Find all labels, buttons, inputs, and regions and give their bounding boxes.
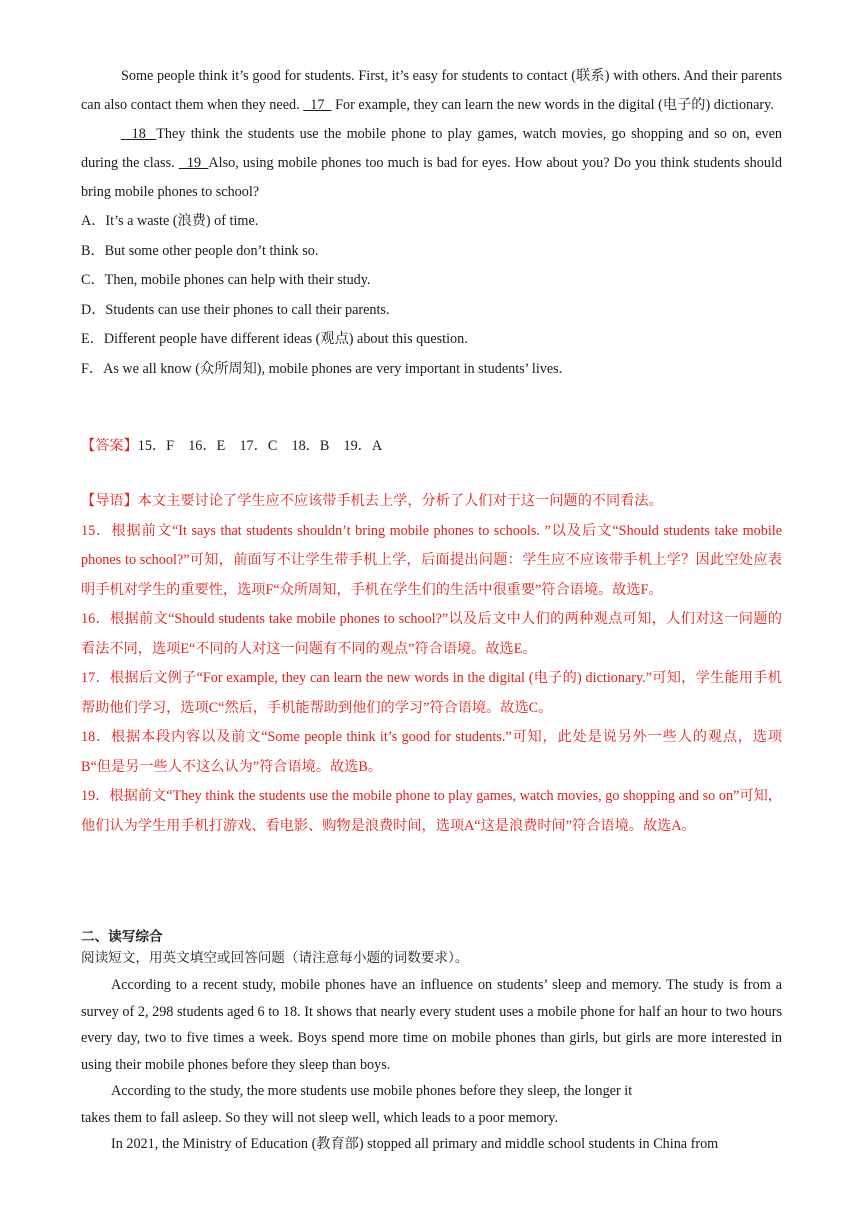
explanation-item-18: 18．根据本段内容以及前文“Some people think it’s good for students.”可知，此处是说另外一些人的观点，选项B“但是另一些人不这么认为”符合语境。故选B。 <box>81 729 782 775</box>
passage <box>81 62 782 384</box>
passage-paragraph-2 <box>81 120 782 207</box>
option-e: E．Different people have different ideas (观点) about this question. <box>81 331 468 347</box>
reading-paragraph-1: According to a recent study, mobile phones have an influence on students’ sleep and memory. The study is from a survey of 2, 298 students aged 6 to 18. It shows that nearly every student uses a mobile phone for half an hour to two hours every day, two to five times a week. Boys spend more time on mobile phones than girls, but girls are more interested in using their mobile phones before they sleep than boys. <box>81 977 782 1073</box>
explanation-item-17: 17．根据后文例子“For example, they can learn the new words in the digital (电子的) dictionary.”可知，学生能用手机帮助他们学习，选项C“然后，手机能帮助到他们的学习”符合语境。故选C。 <box>81 670 782 716</box>
reading-passage <box>81 972 782 1158</box>
blank-17: 17 <box>303 97 332 113</box>
options-list <box>81 207 782 384</box>
explanation-label: 【导语】 <box>81 493 138 509</box>
passage-text: Some people think it’s good for students. First, it’s easy for students to contact (联系) with others. And their parents can also contact them when they need. <box>81 68 782 113</box>
option-a: A．It’s a waste (浪费) of time. <box>81 213 259 229</box>
answer-text: 15．F 16．E 17．C 18．B 19．A <box>137 438 383 454</box>
passage-text: They think the students use the mobile phone to play games, watch movies, go shopping and so on, even during the class. <box>81 126 782 171</box>
explanation-item-19: 19．根据前文“They think the students use the mobile phone to play games, watch movies, go shopping and so on”可知，他们认为学生用手机打游戏、看电影、购物是浪费时间，选项A“这是浪费时间”符合语境。故选A。 <box>81 788 782 834</box>
explanation-intro-text: 本文主要讨论了学生应不应该带手机去上学，分析了人们对于这一问题的不同看法。 <box>137 493 663 509</box>
explanation-intro <box>81 487 782 517</box>
blank-19: 19 <box>178 155 209 171</box>
passage-text: For example, they can learn the new words in the digital (电子的) dictionary. <box>331 97 774 113</box>
passage-text: Also, using mobile phones too much is bad for eyes. How about you? Do you think students should bring mobile phones to school? <box>81 155 782 200</box>
reading-paragraph-2-cont: takes them to fall asleep. So they will not sleep well, which leads to a poor memory. <box>81 1109 559 1126</box>
answer-label: 【答案】 <box>81 438 138 454</box>
explanation <box>81 487 782 841</box>
option-b: B．But some other people don’t think so. <box>81 242 319 259</box>
explanation-item-15: 15．根据前文“It says that students shouldn’t bring mobile phones to schools. ”以及后文“Should students take mobile phones to school?”可知，前面写不让学生带手机上学，后面提出问题：学生应不应该带手机上学？因此空处应表明手机对学生的重要性，选项F“众所周知，手机在学生们的生活中很重要”符合语境。故选F。 <box>81 522 782 598</box>
answer-key <box>81 431 382 461</box>
blank-18: 18 <box>121 126 157 142</box>
option-f: F．As we all know (众所周知), mobile phones are very important in students’ lives. <box>81 360 563 377</box>
option-c: C．Then, mobile phones can help with their study. <box>81 272 371 288</box>
passage-paragraph-1 <box>81 62 782 120</box>
section-instruction: 阅读短文，用英文填空或回答问题（请注意每小题的词数要求）。 <box>81 950 469 966</box>
section-title: 二、读写综合 <box>81 929 163 945</box>
option-d: D．Students can use their phones to call their parents. <box>81 301 390 318</box>
reading-paragraph-3: In 2021, the Ministry of Education (教育部) stopped all primary and middle school students in China from <box>111 1136 719 1152</box>
reading-paragraph-2: According to the study, the more students use mobile phones before they sleep, the longer it <box>111 1083 633 1099</box>
explanation-item-16: 16．根据前文“Should students take mobile phones to school?”以及后文中人们的两种观点可知，人们对这一问题的看法不同，选项E“不同的人对这一问题有不同的观点”符合语境。故选E。 <box>81 611 782 657</box>
